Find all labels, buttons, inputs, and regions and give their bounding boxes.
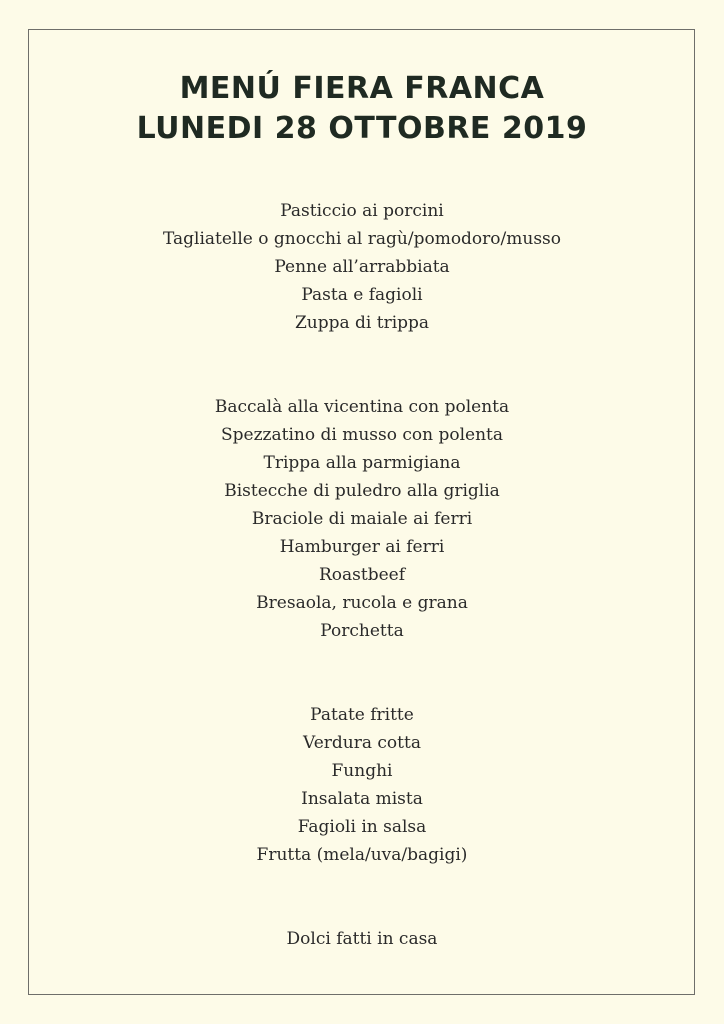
menu-item: Pasta e fagioli: [301, 285, 423, 305]
menu-item: Trippa alla parmigiana: [263, 453, 461, 473]
menu-item: Pasticcio ai porcini: [280, 201, 444, 221]
menu-item: Funghi: [331, 761, 393, 781]
menu-item: Spezzatino di musso con polenta: [220, 425, 503, 445]
menu-item: Tagliatelle o gnocchi al ragù/pomodoro/musso: [162, 229, 562, 249]
menu-item: Insalata mista: [301, 789, 423, 809]
menu-item: Bistecche di puledro alla griglia: [224, 481, 500, 501]
menu-item: Patate fritte: [310, 705, 414, 725]
menu-item: Dolci fatti in casa: [286, 929, 438, 949]
menu-section-main-courses: [0, 393, 724, 645]
menu-item: Baccalà alla vicentina con polenta: [214, 397, 510, 417]
menu-item: Hamburger ai ferri: [279, 537, 445, 557]
menu-section-desserts: [0, 925, 724, 953]
menu-item: Frutta (mela/uva/bagigi): [256, 845, 468, 865]
menu-item: Braciole di maiale ai ferri: [251, 509, 473, 529]
menu-item: Zuppa di trippa: [294, 313, 430, 333]
menu-item: Penne all’arrabbiata: [274, 257, 450, 277]
menu-item: Fagioli in salsa: [297, 817, 427, 837]
menu-item: Verdura cotta: [303, 733, 421, 753]
menu-section-first-courses: [0, 197, 724, 337]
menu-date: LUNEDI 28 OTTOBRE 2019: [136, 111, 588, 146]
menu-item: Porchetta: [320, 621, 404, 641]
menu-item: Bresaola, rucola e grana: [256, 593, 468, 613]
menu-title: MENÚ FIERA FRANCA: [179, 71, 545, 106]
menu-section-side-dishes: [0, 701, 724, 869]
menu-item: Roastbeef: [318, 565, 406, 585]
